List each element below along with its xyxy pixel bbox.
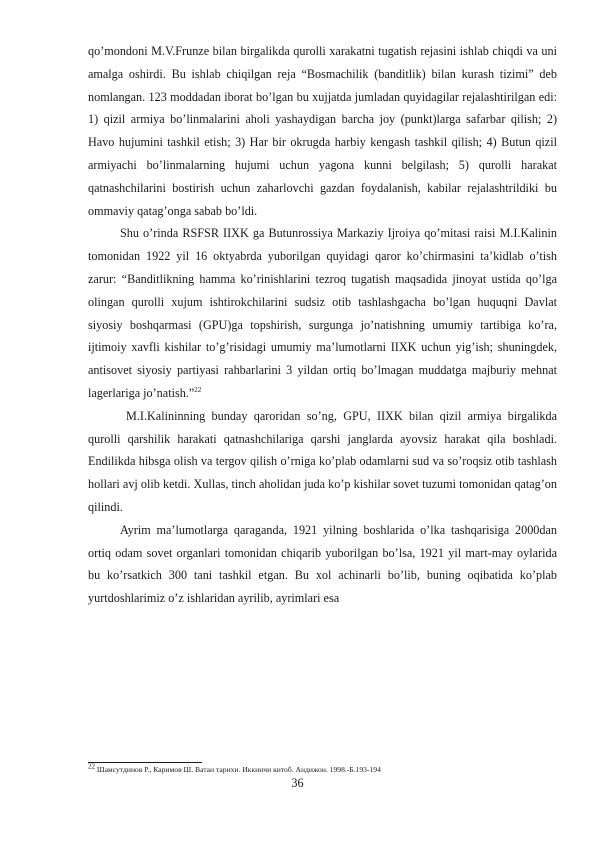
paragraph-2 — [88, 222, 557, 404]
page-number: 36 — [291, 776, 304, 790]
footnote-text: Шамсутдинов Р., Каримов Ш. Ватан тарихи. Иккинчи китоб. Андижон. 1998.-Б.193-194 — [96, 765, 381, 774]
paragraph-3: M.I.Kalininning bunday qaroridan so’ng, GPU, IIXK bilan qizil armiya birgalikda qurolli qarshilik harakati qatnashchilariga qarshi janglarda ayovsiz harakat qila boshladi. Endilikda hibsga olish va tergov qilish o’rniga ko’plab odamlarni sud va so’roqsiz otib tashlash hollari avj olib ketdi. Xullas, tinch aholidan juda ko’p kishilar sovet tuzumi tomonidan qatag’on qilindi. — [88, 408, 557, 514]
footnote-number: 22 — [88, 762, 95, 771]
footnote-divider — [88, 762, 202, 763]
paragraph-2-text: Shu o’rinda RSFSR IIXK ga Butunrossiya Markaziy Ijroiya qo’mitasi raisi M.I.Kalinin tomonidan 1922 yil 16 oktyabrda yuborilgan quyidagi qaror ko’chirmasini ta’kidlab o’tish zarur: “Banditlikning hamma ko’rinishlarini tezroq tugatish maqsadida jinoyat ustida qo’lga olingan qurolli xujum ishtirokchilarini sudsiz otib tashlashgacha bo’lgan huquqni Davlat siyosiy boshqarmasi (GPU)ga topshirish, surgunga jo’natishning umumiy tartibiga ko’ra, ijtimoiy xavfli kishilar to’g’risidagi umumiy ma’lumotlarni IIXK uchun yig’ish; shuningdek, antisovet siyosiy partiyasi rahbarlarini 3 yildan ortiq bo’lmagan muddatga majburiy mehnat lagerlariga jo’natish.” — [88, 226, 557, 400]
paragraph-4: Ayrim ma’lumotlarga qaraganda, 1921 yilning boshlarida o’lka tashqarisiga 2000dan ortiq odam sovet organlari tomonidan chiqarib yuborilgan bo’lsa, 1921 yil mart-may oylarida bu ko’rsatkich 300 tani tashkil etgan. Bu xol achinarli bo’lib, buning oqibatida ko’plab yurtdoshlarimiz o’z ishlaridan ayrilib, ayrimlari esa — [88, 522, 557, 606]
paragraph-1: qo’mondoni M.V.Frunze bilan birgalikda qurolli xarakatni tugatish rejasini ishlab chiqdi va uni amalga oshirdi. Bu ishlab chiqilgan reja “Bosmachilik (banditlik) bilan kurash tizimi” deb nomlangan. 123 moddadan iborat bo’lgan bu xujjatda jumladan quyidagilar rejalashtirilgan edi: 1) qizil armiya bo’linmalarini aholi yashaydigan barcha joy (punkt)larga safarbar qilish; 2) Havo hujumini tashkil etish; 3) Har bir okrugda harbiy kengash tashkil qilish; 4) Butun qizil armiyachi bo’linmalarning hujumi uchun yagona kunni belgilash; 5) qurolli harakat qatnashchilarini bostirish uchun zaharlovchi gazdan foydalanish, kabilar rejalashtrildiki bu ommaviy qatag’onga sabab bo’ldi. — [88, 44, 557, 218]
footnote — [88, 762, 557, 775]
body-text — [88, 40, 557, 610]
footnote-reference: 22 — [194, 385, 202, 394]
